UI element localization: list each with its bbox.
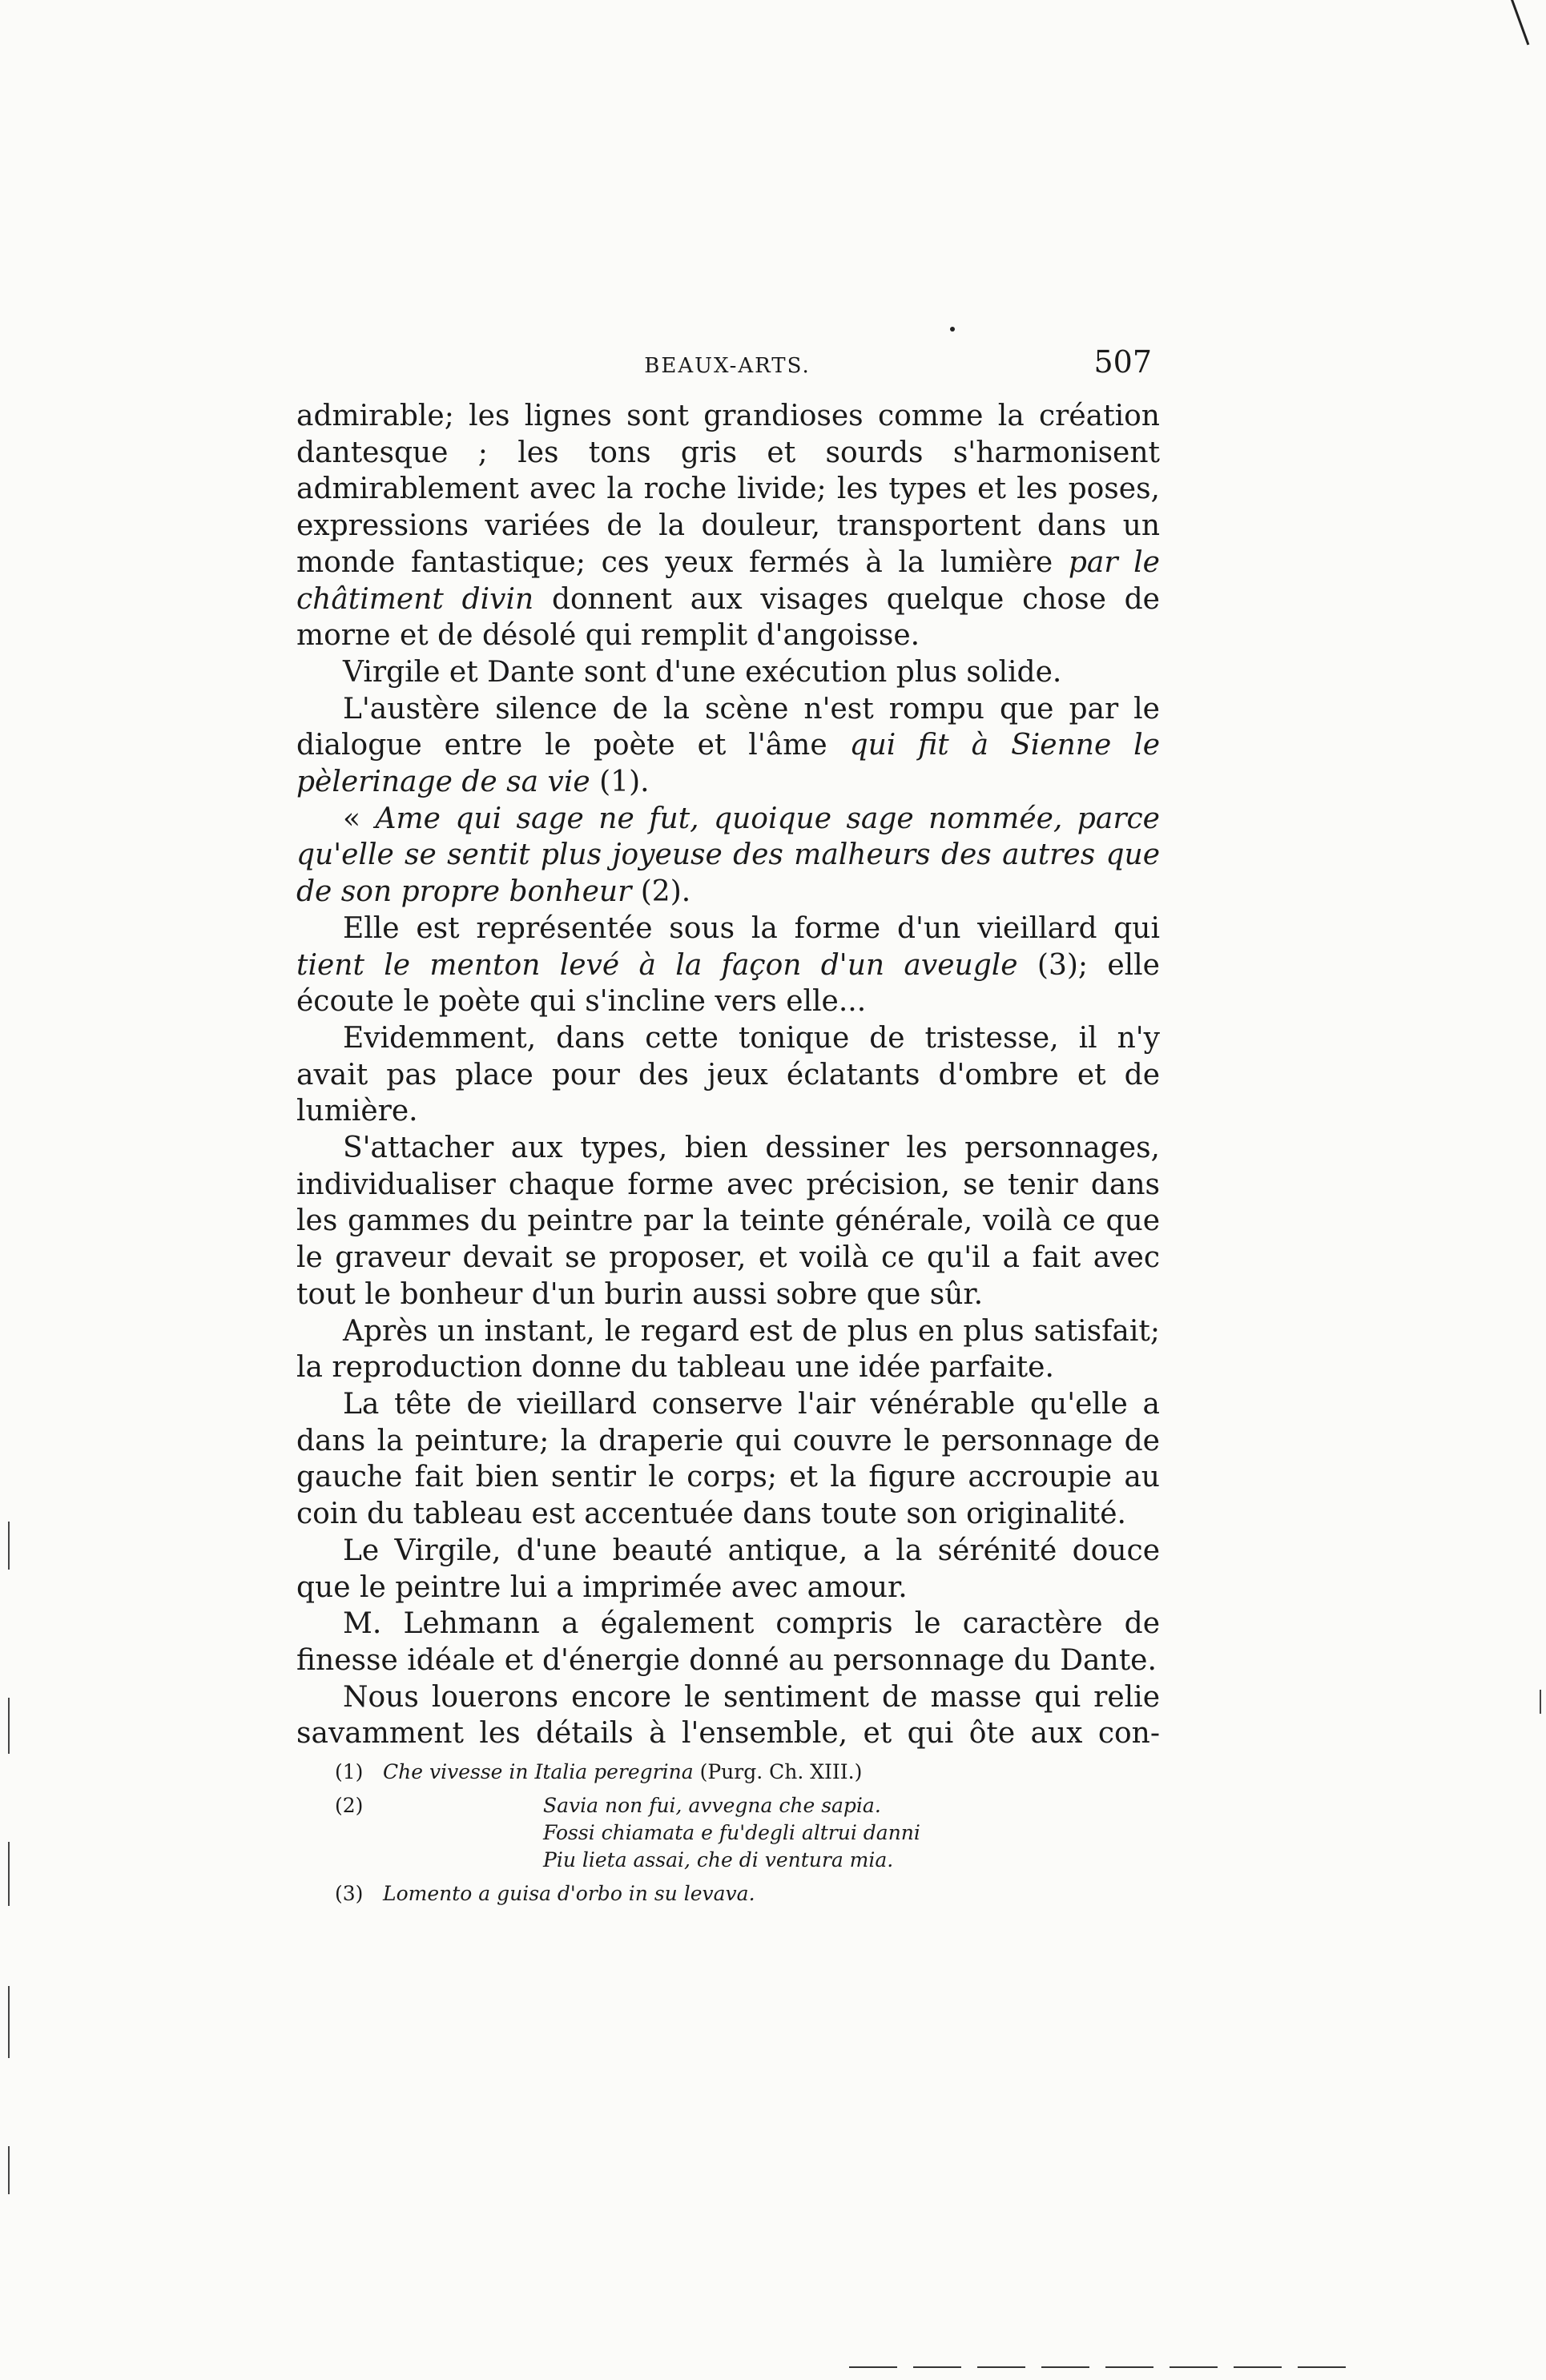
margin-mark	[8, 2146, 10, 2194]
verse-line: Fossi chiamata e fu'degli altrui danni	[543, 1821, 920, 1844]
italic-text: par le châtiment divin	[296, 545, 1160, 616]
footnote-text: Lomento a guisa d'orbo in su levava.	[383, 1882, 755, 1905]
text-run: Le Virgile, d'une beauté antique, a la sérénité douce que le peintre lui a imprimée avec amour.	[296, 1534, 1160, 1604]
paragraph	[296, 398, 1160, 654]
text-run: «	[343, 802, 376, 835]
paragraph	[296, 911, 1160, 1020]
text-run: Virgile et Dante sont d'une exécution plus solide.	[343, 655, 1062, 689]
text-run: Nous louerons encore le sentiment de masse qui relie savamment les détails à l'ensemble, et qui ôte aux con-	[296, 1680, 1160, 1751]
footnote-number: (2)	[335, 1794, 364, 1817]
text-run: (3); elle écoute le poète qui s'incline vers elle...	[296, 948, 1160, 1019]
page-header	[303, 344, 1152, 384]
paragraph	[296, 801, 1160, 911]
text-run: Evidemment, dans cette tonique de tristesse, il n'y avait pas place pour des jeux éclatants d'ombre et de lumière.	[296, 1021, 1160, 1128]
paragraph	[296, 1130, 1160, 1313]
text-run: Après un instant, le regard est de plus en plus satisfait; la reproduction donne du tableau une idée parfaite.	[296, 1314, 1160, 1385]
margin-mark	[8, 1986, 10, 2058]
italic-text: qui fit à Sienne le pèlerinage de sa vie	[296, 729, 1161, 799]
paragraph	[296, 691, 1160, 801]
footnote-text: Che vivesse in Italia peregrina	[383, 1760, 694, 1783]
footnote-number: (1)	[335, 1760, 364, 1783]
footnote-number: (3)	[335, 1882, 364, 1905]
text-run: M. Lehmann a également compris le caractère de finesse idéale et d'énergie donné au personnage du Dante.	[296, 1607, 1160, 1677]
paragraph	[296, 654, 1160, 691]
footnote	[335, 1880, 1152, 1908]
footnote-verse	[383, 1792, 920, 1874]
page-number: 507	[1093, 344, 1152, 380]
text-run: (2).	[631, 875, 691, 909]
ornament-dot	[950, 327, 955, 332]
running-head: BEAUX-ARTS.	[644, 354, 811, 378]
text-run: (1).	[590, 766, 650, 799]
text-run: L'austère silence de la scène n'est rompu que par le dialogue entre le poète et l'âme	[296, 692, 1160, 762]
paragraph	[296, 1606, 1160, 1678]
footnote-reference: (Purg. Ch. XIII.)	[693, 1760, 863, 1783]
margin-mark	[8, 1522, 10, 1570]
footnote	[335, 1792, 1152, 1874]
paragraph	[296, 1386, 1160, 1533]
paragraph	[296, 1679, 1160, 1752]
margin-mark	[1540, 1690, 1541, 1714]
text-run: S'attacher aux types, bien dessiner les personnages, individualiser chaque forme avec précision, se tenir dans les gammes du peintre par la teinte générale, voilà ce que le graveur devait se proposer, et voilà ce qu'il a fait avec tout le bonheur d'un burin aussi sobre que sûr.	[296, 1132, 1160, 1311]
paragraph	[296, 1313, 1160, 1386]
paragraph	[296, 1533, 1160, 1606]
text-run: admirable; les lignes sont grandioses comme la création dantesque ; les tons gris et sourds s'harmonisent admirablement avec la roche livide; les types et les poses, expressions variées de la douleur, transportent dans un monde fantastique; ces yeux fermés à la lumière	[296, 400, 1160, 579]
margin-mark	[8, 1698, 10, 1754]
italic-text: tient le menton levé à la façon d'un aveugle	[296, 948, 1018, 982]
text-run: La tête de vieillard conserve l'air vénérable qu'elle a dans la peinture; la draperie qui couvre le personnage de gauche fait bien sentir le corps; et la figure accroupie au coin du tableau est accentuée dans toute son originalité.	[296, 1387, 1160, 1531]
text-run: donnent aux visages quelque chose de morne et de désolé qui remplit d'angoisse.	[296, 582, 1160, 653]
verse-line: Savia non fui, avvegna che sapia.	[543, 1794, 881, 1817]
footnotes	[335, 1759, 1152, 1914]
text-run: Elle est représentée sous la forme d'un vieillard qui	[343, 911, 1160, 945]
scan-mark	[1511, 0, 1529, 45]
bottom-rule	[849, 2366, 1346, 2368]
body-text	[296, 398, 1160, 1752]
margin-mark	[8, 1842, 10, 1906]
verse-line: Piu lieta assai, che di ventura mia.	[543, 1848, 894, 1871]
footnote	[335, 1759, 1152, 1786]
paragraph	[296, 1020, 1160, 1130]
italic-text: Ame qui sage ne fut, quoique sage nommée, parce qu'elle se sentit plus joyeuse des malheurs des autres que de son propre bonheur	[296, 802, 1160, 909]
